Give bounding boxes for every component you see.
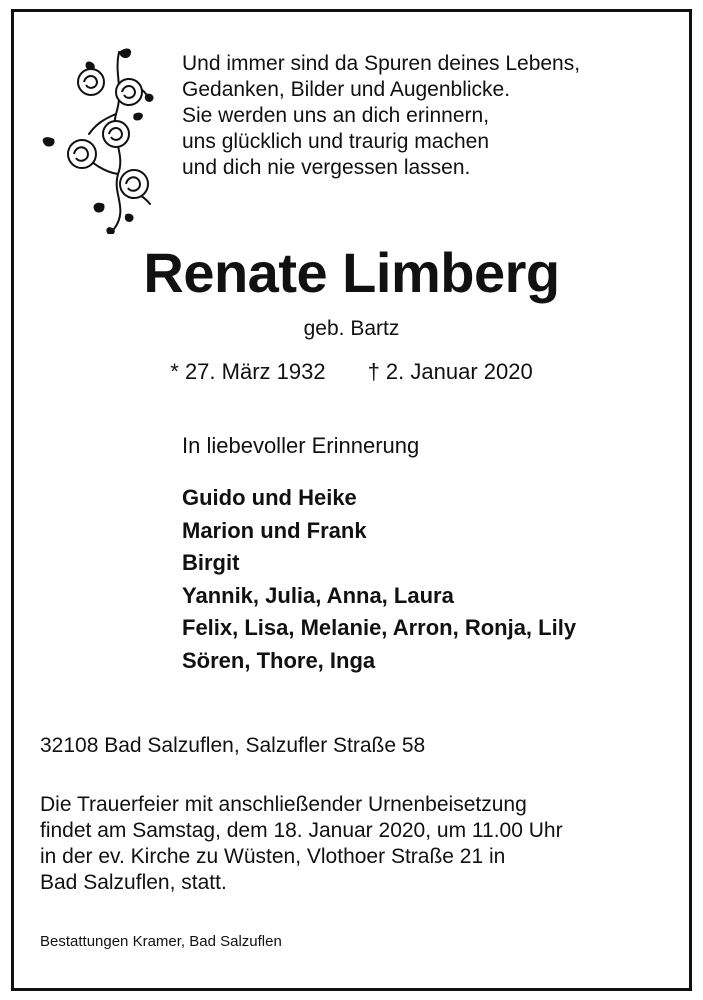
family-list [182,482,576,677]
poem-line: Sie werden uns an dich erinnern, [182,104,490,127]
deceased-name: Renate Limberg [143,241,560,304]
service-line: Bad Salzuflen, statt. [40,871,227,894]
family-line: Yannik, Julia, Anna, Laura [182,582,454,608]
life-dates [0,358,703,386]
roses-branch-icon [34,44,159,234]
birth-date: * 27. März 1932 [170,359,326,384]
memory-heading: In liebevoller Erinnerung [182,433,420,458]
service-info [40,792,563,896]
poem-line: Und immer sind da Spuren deines Lebens, [182,52,581,75]
family-line: Sören, Thore, Inga [182,647,376,673]
poem-line: uns glücklich und traurig machen [182,130,490,153]
address: 32108 Bad Salzuflen, Salzufler Straße 58 [40,734,426,757]
family-line: Birgit [182,550,240,575]
family-line: Guido und Heike [182,485,357,510]
undertaker: Bestattungen Kramer, Bad Salzuflen [40,933,282,950]
service-line: in der ev. Kirche zu Wüsten, Vlothoer Straße 21 in [40,845,506,868]
death-date: † 2. Januar 2020 [367,359,533,384]
birth-name: geb. Bartz [303,317,400,340]
family-line: Felix, Lisa, Melanie, Arron, Ronja, Lily [182,615,577,640]
poem [182,51,580,181]
family-line: Marion und Frank [182,517,367,543]
service-line: findet am Samstag, dem 18. Januar 2020, um 11.00 Uhr [40,819,563,842]
poem-line: Gedanken, Bilder und Augenblicke. [182,78,511,101]
service-line: Die Trauerfeier mit anschließender Urnenbeisetzung [40,793,527,816]
poem-line: und dich nie vergessen lassen. [182,156,471,179]
